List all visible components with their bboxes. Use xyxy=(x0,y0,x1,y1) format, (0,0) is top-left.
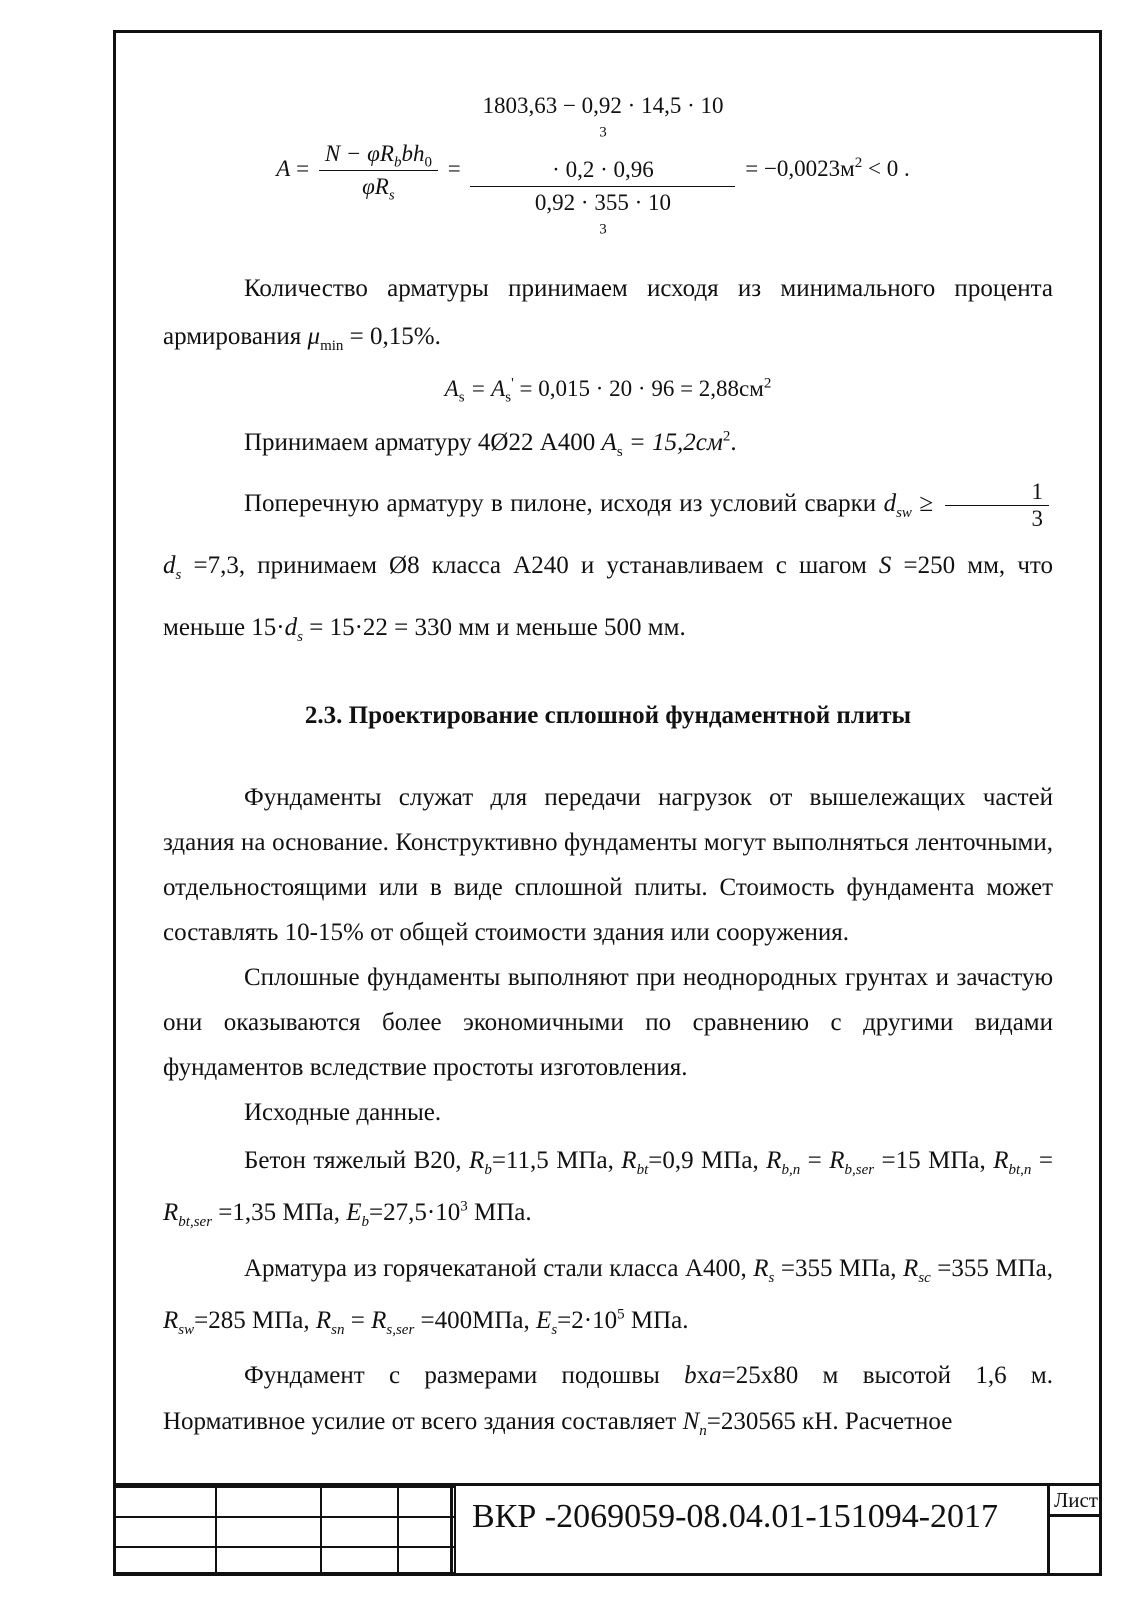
frac1-den-sub: s xyxy=(388,187,395,204)
p9-tail: =230565 кН. Расчетное xyxy=(706,1408,953,1435)
p8-es-tail: МПа. xyxy=(624,1307,689,1334)
frac2-den-sup: 3 xyxy=(599,221,607,238)
p1-mu: μ xyxy=(307,323,321,350)
formula-a-frac2 xyxy=(470,90,735,251)
p8-rsn-sub: sn xyxy=(331,1322,345,1338)
p7-eq2: = xyxy=(1031,1147,1053,1174)
frac2-num-sup: 3 xyxy=(599,124,607,141)
p9-b: b xyxy=(684,1362,697,1389)
stamp-cell xyxy=(398,1517,455,1547)
p9-aa: a xyxy=(709,1362,722,1389)
formula-as xyxy=(163,361,1053,417)
p9-b2: =25х80 м высотой 1,6 м. Нормативное усилие от всего здания составляет xyxy=(163,1362,1053,1435)
p7-eb-sub: b xyxy=(361,1214,370,1230)
p8-rsw: R xyxy=(163,1307,179,1334)
p8-rsw-val: =285 МПа, xyxy=(194,1307,316,1334)
formula-a-lhs: A xyxy=(276,155,291,181)
p7-rbser-sub: b,ser xyxy=(844,1162,875,1178)
stamp-cell xyxy=(216,1487,321,1517)
p3-b: =7,3, принимаем Ø8 класса А240 и устанавливаем с шагом xyxy=(181,552,867,579)
p8-es-sub: s xyxy=(551,1322,558,1338)
p8-eq: = xyxy=(344,1307,372,1334)
p2-formula-sup: 2 xyxy=(722,428,731,445)
p7-rbser: R xyxy=(829,1147,845,1174)
p3-ds-sub: s xyxy=(175,567,182,583)
p8-es-val: =2·10 xyxy=(557,1307,618,1334)
p1-mu-sub: min xyxy=(320,338,344,354)
p7-rbn: R xyxy=(766,1147,782,1174)
document-code: ВКР -2069059-08.04.01-151094-2017 xyxy=(472,1498,999,1535)
paragraph-min-reinforcement xyxy=(163,265,1053,361)
formula-a: A = $\frac{N - \varphi R_bbh_0}{\varphi R_s}$ = 1803,63 − 0,92 · 14,5 · 10 $^3$ · 0,2 · 0,96 0,92 · 355 · 10 $^3$ = $-0,0023м^2 < 0$ . xyxy=(133,90,1053,251)
p7-eb-tail: МПа. xyxy=(467,1199,532,1226)
p7-eq1: = xyxy=(800,1147,830,1174)
stamp-cell xyxy=(321,1487,398,1517)
p3-frac-den: 3 xyxy=(1031,505,1043,531)
p3-frac-num: 1 xyxy=(945,479,1050,506)
formula-as-sup: 2 xyxy=(763,375,772,392)
p2-end: . xyxy=(730,429,737,456)
paragraph-foundation-size xyxy=(163,1353,1053,1445)
paragraph-solid-foundations: Сплошные фундаменты выполняют при неоднородных грунтах и зачастую они оказываются более экономичными по сравнению с другими видами фундаментов вследствие простоты изготовления. xyxy=(163,964,1053,1081)
sheet-box xyxy=(1047,1486,1102,1576)
stamp-cell xyxy=(216,1547,321,1573)
stamp-cell xyxy=(114,1547,216,1573)
p8-rsc-sub: sc xyxy=(918,1270,931,1286)
stamp-grid xyxy=(113,1486,456,1574)
p2-formula-tail: = 15,2см xyxy=(622,429,723,456)
p8-a: Арматура из горячекатаной стали класса А400, xyxy=(244,1255,754,1282)
p8-rsn: R xyxy=(315,1307,332,1334)
formula-a-result-tail: < 0 . xyxy=(862,155,910,181)
p7-rb: R xyxy=(469,1147,485,1174)
p7-rbtn-sub: bt,n xyxy=(1008,1162,1032,1178)
p7-rbtser-sub: bt,ser xyxy=(178,1214,213,1230)
p8-es: E xyxy=(536,1307,552,1334)
p9-a: Фундамент с размерами подошвы xyxy=(244,1362,685,1389)
formula-a-frac1 xyxy=(319,138,438,203)
stamp-cell xyxy=(321,1547,398,1573)
p3-c-d: d xyxy=(284,614,298,641)
p8-rsc: R xyxy=(903,1255,919,1282)
p7-rb-sub: b xyxy=(484,1162,492,1178)
p7-rbtser-val: =1,35 МПа, xyxy=(212,1199,347,1226)
p9-x: х xyxy=(696,1362,710,1389)
p8-rs: R xyxy=(753,1255,769,1282)
formula-as-sub2: s xyxy=(505,389,512,406)
p2-formula: A xyxy=(601,429,617,456)
frac1-num-tail: bh xyxy=(401,141,425,166)
stamp-cell xyxy=(114,1487,216,1517)
stamp-cell xyxy=(114,1517,216,1547)
p3-c-dsub: s xyxy=(297,629,303,645)
p7-rbt: R xyxy=(621,1147,637,1174)
p8-rsser-val: =400МПа, xyxy=(414,1307,537,1334)
p9-n: N xyxy=(682,1408,700,1435)
p3-ds: d xyxy=(163,552,176,579)
frac2-den: 0,92 · 355 · 10 xyxy=(534,190,671,215)
p7-eb-val: =27,5·10 xyxy=(369,1199,461,1226)
p8-rs-val: =355 МПа, xyxy=(774,1255,904,1282)
p8-rs-sub: s xyxy=(768,1270,775,1286)
paragraph-reinforcement xyxy=(163,1243,1053,1347)
p7-rbn-sub: b,n xyxy=(781,1162,801,1178)
formula-a-result: = −0,0023м xyxy=(745,155,855,181)
formula-a-result-sup: 2 xyxy=(854,155,863,172)
p8-rsser-sub: s,ser xyxy=(386,1322,415,1338)
formula-as-mid: = A xyxy=(464,376,506,401)
stamp-cell xyxy=(398,1487,455,1517)
p3-d-sub: sw xyxy=(896,505,912,521)
p7-rbtn: R xyxy=(993,1147,1009,1174)
frac1-num-sub: b xyxy=(393,154,402,171)
stamp-cell xyxy=(216,1517,321,1547)
p3-ge: ≥ xyxy=(911,490,941,517)
p7-rbt-val: =0,9 МПа, xyxy=(648,1147,767,1174)
page-content xyxy=(163,90,1053,1445)
frac1-num: N − φR xyxy=(324,141,394,166)
p3-c: =250 мм, что меньше 15· xyxy=(163,552,1053,641)
p2-formula-sub: s xyxy=(616,444,623,460)
p7-eb-sup: 3 xyxy=(460,1198,468,1215)
frac2-num: 1803,63 − 0,92 · 14,5 · 10 xyxy=(482,93,724,118)
frac2-num-tail: · 0,2 · 0,96 xyxy=(552,157,654,182)
stamp-divider xyxy=(450,1486,453,1576)
p7-a: Бетон тяжелый В20, xyxy=(244,1147,470,1174)
formula-as-sub1: s xyxy=(458,389,465,406)
formula-as-sup2: ' xyxy=(511,375,514,392)
frac1-num-tail-sub: 0 xyxy=(424,154,432,171)
p8-rsw-sub: sw xyxy=(178,1322,195,1338)
section-heading: 2.3. Проектирование сплошной фундаментной плиты xyxy=(304,702,912,729)
p3-s: S xyxy=(878,552,892,579)
p1-text: Количество арматуры принимаем исходя из минимального процента армирования xyxy=(163,275,1053,350)
paragraph-foundations: Фундаменты служат для передачи нагрузок от вышележащих частей здания на основание. Конструктивно фундаменты могут выполняться ленточными, отдельностоящими или в виде сплошной плиты. Стоимость фундамента может составлять 10-15% от общей стоимости здания или сооружения. xyxy=(163,784,1053,946)
p3-a: Поперечную арматуру в пилоне, исходя из условий сварки xyxy=(244,490,877,517)
formula-as-tail: = 0,015 · 20 · 96 = 2,88см xyxy=(513,376,764,401)
p8-rsser: R xyxy=(371,1307,387,1334)
paragraph-accepted-rebar xyxy=(163,417,1053,469)
stamp-cell xyxy=(321,1517,398,1547)
paragraph-transverse-rebar xyxy=(163,473,1053,659)
p7-rb-val: =11,5 МПа, xyxy=(491,1147,622,1174)
p1-tail: = 0,15%. xyxy=(343,323,441,350)
p3-d2: = 15·22 = 330 мм и меньше 500 мм. xyxy=(302,614,686,641)
p7-rbt-sub: bt xyxy=(636,1162,649,1178)
p8-rsc-val: =355 МПа, xyxy=(930,1255,1053,1282)
paragraph-initial-data: Исходные данные. xyxy=(244,1099,442,1126)
paragraph-concrete xyxy=(163,1135,1053,1239)
p8-es-sup: 5 xyxy=(617,1306,625,1323)
formula-as-a: A xyxy=(444,376,459,401)
sheet-label: Лист xyxy=(1050,1486,1102,1517)
p7-rbtser: R xyxy=(163,1199,179,1226)
p9-n-sub: n xyxy=(699,1423,707,1439)
stamp-cell xyxy=(398,1547,455,1573)
p3-d: d xyxy=(883,490,897,517)
frac1-den: φR xyxy=(362,174,389,199)
p7-rbser-val: =15 МПа, xyxy=(874,1147,994,1174)
p3-frac xyxy=(945,479,1050,532)
p2-text: Принимаем арматуру 4Ø22 А400 xyxy=(244,429,596,456)
p7-eb: E xyxy=(346,1199,362,1226)
